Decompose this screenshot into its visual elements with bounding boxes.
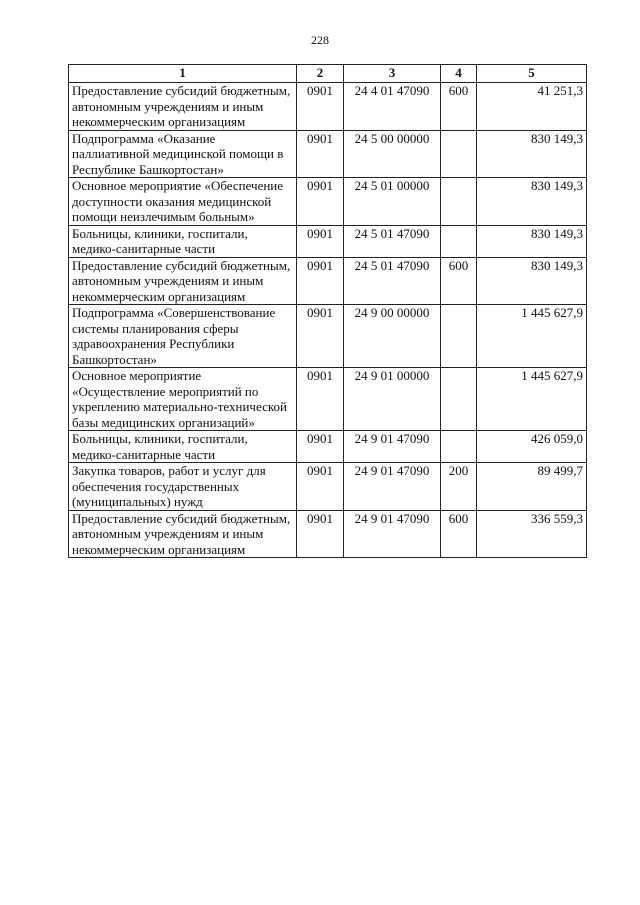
row-name: Больницы, клиники, госпитали, медико-санитарные части: [69, 431, 297, 463]
row-expense-type: [441, 368, 477, 431]
row-section-code: 0901: [297, 431, 344, 463]
row-expense-type: 600: [441, 257, 477, 305]
row-amount: 830 149,3: [477, 130, 587, 178]
row-name: Подпрограмма «Совершенствование системы планирования сферы здравоохранения Республики Башкортостан»: [69, 305, 297, 368]
row-section-code: 0901: [297, 130, 344, 178]
row-section-code: 0901: [297, 257, 344, 305]
row-target-article: 24 9 01 47090: [344, 431, 441, 463]
row-expense-type: [441, 431, 477, 463]
row-expense-type: [441, 130, 477, 178]
row-expense-type: [441, 305, 477, 368]
row-name: Предоставление субсидий бюджетным, автономным учреждениям и иным некоммерческим организациям: [69, 510, 297, 558]
row-target-article: 24 9 00 00000: [344, 305, 441, 368]
row-name: Основное мероприятие «Обеспечение доступности оказания медицинской помощи неизлечимым больным»: [69, 178, 297, 226]
row-amount: 830 149,3: [477, 257, 587, 305]
row-name: Закупка товаров, работ и услуг для обеспечения государственных (муниципальных) нужд: [69, 463, 297, 511]
row-target-article: 24 5 00 00000: [344, 130, 441, 178]
row-amount: 1 445 627,9: [477, 305, 587, 368]
row-expense-type: 600: [441, 83, 477, 131]
row-expense-type: [441, 178, 477, 226]
row-target-article: 24 9 01 47090: [344, 510, 441, 558]
row-amount: 89 499,7: [477, 463, 587, 511]
header-col-3: 3: [344, 65, 441, 83]
row-target-article: 24 5 01 47090: [344, 225, 441, 257]
row-amount: 426 059,0: [477, 431, 587, 463]
table-row: [69, 463, 587, 511]
table-row: [69, 431, 587, 463]
row-amount: 1 445 627,9: [477, 368, 587, 431]
row-name: Предоставление субсидий бюджетным, автономным учреждениям и иным некоммерческим организациям: [69, 83, 297, 131]
row-target-article: 24 9 01 47090: [344, 463, 441, 511]
row-target-article: 24 5 01 47090: [344, 257, 441, 305]
row-section-code: 0901: [297, 305, 344, 368]
row-expense-type: 600: [441, 510, 477, 558]
row-section-code: 0901: [297, 463, 344, 511]
row-section-code: 0901: [297, 225, 344, 257]
row-amount: 830 149,3: [477, 178, 587, 226]
budget-table: [68, 64, 587, 558]
row-section-code: 0901: [297, 510, 344, 558]
row-target-article: 24 9 01 00000: [344, 368, 441, 431]
row-section-code: 0901: [297, 368, 344, 431]
row-expense-type: 200: [441, 463, 477, 511]
table-row: [69, 305, 587, 368]
table-row: [69, 130, 587, 178]
row-target-article: 24 5 01 00000: [344, 178, 441, 226]
table-row: [69, 83, 587, 131]
row-target-article: 24 4 01 47090: [344, 83, 441, 131]
header-row: [69, 65, 587, 83]
header-col-5: 5: [477, 65, 587, 83]
table-body: [69, 83, 587, 558]
row-expense-type: [441, 225, 477, 257]
table-row: [69, 225, 587, 257]
row-amount: 336 559,3: [477, 510, 587, 558]
header-col-4: 4: [441, 65, 477, 83]
table-header: [69, 65, 587, 83]
table-row: [69, 368, 587, 431]
row-name: Предоставление субсидий бюджетным, автономным учреждениям и иным некоммерческим организациям: [69, 257, 297, 305]
row-section-code: 0901: [297, 178, 344, 226]
header-col-1: 1: [69, 65, 297, 83]
row-name: Основное мероприятие «Осуществление мероприятий по укреплению материально-технической базы медицинских организаций»: [69, 368, 297, 431]
row-section-code: 0901: [297, 83, 344, 131]
table-row: [69, 510, 587, 558]
page-number: 228: [311, 33, 329, 47]
row-amount: 830 149,3: [477, 225, 587, 257]
row-name: Подпрограмма «Оказание паллиативной медицинской помощи в Республике Башкортостан»: [69, 130, 297, 178]
table-row: [69, 257, 587, 305]
header-col-2: 2: [297, 65, 344, 83]
row-amount: 41 251,3: [477, 83, 587, 131]
table-row: [69, 178, 587, 226]
row-name: Больницы, клиники, госпитали, медико-санитарные части: [69, 225, 297, 257]
